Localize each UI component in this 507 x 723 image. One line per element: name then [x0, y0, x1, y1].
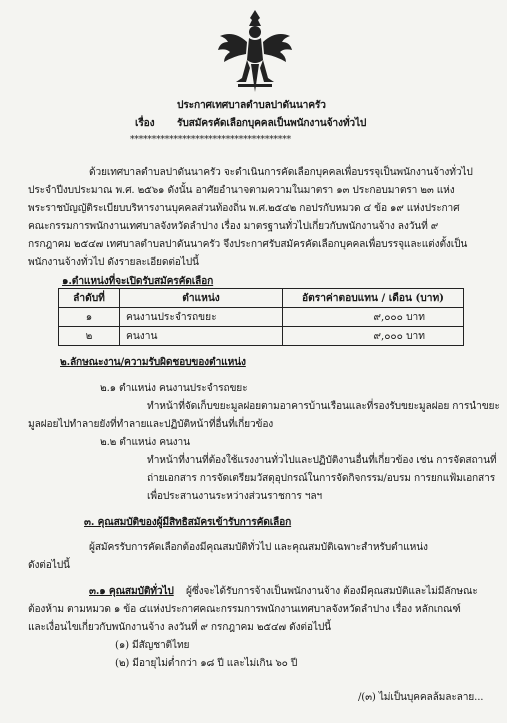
table-header-row	[59, 289, 464, 308]
item-title: ๒.๒ ตำแหน่ง คนงาน	[100, 437, 190, 448]
sub-line: ผู้ซึ่งจะได้รับการจ้างเป็นพนักงานจ้าง ต้องมีคุณสมบัติและไม่มีลักษณะ	[186, 586, 478, 597]
table-header-cell: ลำดับที่	[59, 289, 120, 308]
item-line: มูลฝอยไปทำลายยังที่ทำลายและปฏิบัติหน้าที่อื่นที่เกี่ยวข้อง	[28, 419, 274, 430]
section3-intro-line: ผู้สมัครรับการคัดเลือกต้องมีคุณสมบัติทั่วไป และคุณสมบัติเฉพาะสำหรับตำแหน่ง	[89, 542, 428, 553]
document-title: ประกาศเทศบาลตำบลปาดันนาครัว	[177, 99, 326, 111]
intro-line: คณะกรรมการพนักงานเทศบาลจังหวัดลำปาง เรื่อง มาตรฐานทั่วไปเกี่ยวกับพนักงานจ้าง ลงวันที่ ๙	[28, 221, 439, 232]
table-header-cell: ตำแหน่ง	[120, 289, 283, 308]
intro-line: ประจำปีงบประมาณ พ.ศ. ๒๕๖๑ ดังนั้น อาศัยอำนาจตามความในมาตรา ๑๓ ประกอบมาตรา ๒๓ แห่ง	[28, 185, 455, 196]
table-cell: ๙,๐๐๐ บาท	[283, 308, 464, 327]
sub-line: ต้องห้าม ตามหมวด ๑ ข้อ ๔แห่งประกาศคณะกรรมการพนักงานเทศบาลจังหวัดลำปาง เรื่อง หลักเกณฑ์	[28, 604, 461, 615]
table-cell: ๑	[59, 308, 120, 327]
section1-heading: ๑.ตำแหน่งที่จะเปิดรับสมัครคัดเลือก	[62, 275, 214, 287]
item-line: ทำหน้าที่งานที่ต้องใช้แรงงานทั่วไปและปฏิบัติงานอื่นที่เกี่ยวข้อง เช่น การจัดสถานที่	[147, 455, 497, 466]
intro-line: ด้วยเทศบาลตำบลปาดันนาครัว จะดำเนินการคัดเลือกบุคคลเพื่อบรรจุเป็นพนักงานจ้างทั่วไป	[89, 167, 473, 178]
section2-heading: ๒.ลักษณะงาน/ความรับผิดชอบของตำแหน่ง	[60, 356, 246, 368]
item-title: ๒.๑ ตำแหน่ง คนงานประจำรถขยะ	[100, 383, 248, 394]
qualification-item: (๒) มีอายุไม่ต่ำกว่า ๑๘ ปี และไม่เกิน ๖๐ ปี	[115, 658, 298, 669]
intro-line: กรกฎาคม ๒๕๔๗ เทศบาลตำบลปาดันนาครัว จึงประกาศรับสมัครคัดเลือกบุคคลเพื่อบรรจุและแต่งตั้งเป็น	[28, 239, 468, 250]
sub-line: และเงื่อนไขเกี่ยวกับพนักงานจ้าง ลงวันที่ ๙ กรกฎาคม ๒๕๔๗ ดังต่อไปนี้	[28, 622, 331, 633]
sub-heading: ๓.๑ คุณสมบัติทั่วไป	[89, 585, 174, 597]
table-cell: คนงานประจำรถขยะ	[120, 308, 283, 327]
qualification-item: (๑) มีสัญชาติไทย	[115, 640, 190, 651]
section3-heading: ๓. คุณสมบัติของผู้มีสิทธิสมัครเข้ารับการคัดเลือก	[84, 516, 292, 528]
item-line: ถ่ายเอกสาร การจัดเตรียมวัสดุอุปกรณ์ในการจัดกิจกรรม/อบรม การยกแฟ้มเอกสาร	[147, 473, 496, 484]
table-cell: ๙,๐๐๐ บาท	[283, 327, 464, 346]
subject-label: เรื่อง	[135, 117, 155, 129]
table-header-cell: อัตราค่าตอบแทน / เดือน (บาท)	[283, 289, 464, 308]
subject-text: รับสมัครคัดเลือกบุคคลเป็นพนักงานจ้างทั่วไป	[177, 117, 367, 129]
table-row	[59, 308, 464, 327]
table-cell: ๒	[59, 327, 120, 346]
item-line: ทำหน้าที่จัดเก็บขยะมูลฝอยตามอาคารบ้านเรือนและที่รองรับขยะมูลฝอย การนำขยะ	[147, 401, 500, 412]
intro-line: พระราชบัญญัติระเบียบบริหารงานบุคคลส่วนท้องถิ่น พ.ศ.๒๕๔๒ กอปรกับหมวด ๔ ข้อ ๑๙ แห่งประกาศ	[28, 203, 460, 214]
garuda-emblem-icon	[216, 8, 294, 96]
table-row	[59, 327, 464, 346]
item-line: เพื่อประสานงานระหว่างส่วนราชการ ฯลฯ	[147, 491, 323, 502]
section3-intro-line: ดังต่อไปนี้	[28, 560, 70, 571]
intro-line: พนักงานจ้างทั่วไป ดังรายละเอียดต่อไปนี้	[28, 257, 199, 268]
star-divider: *************************************	[130, 135, 291, 145]
table-cell: คนงาน	[120, 327, 283, 346]
position-table	[58, 288, 464, 346]
continuation-text: /(๓) ไม่เป็นบุคคลล้มละลาย...	[358, 692, 484, 703]
